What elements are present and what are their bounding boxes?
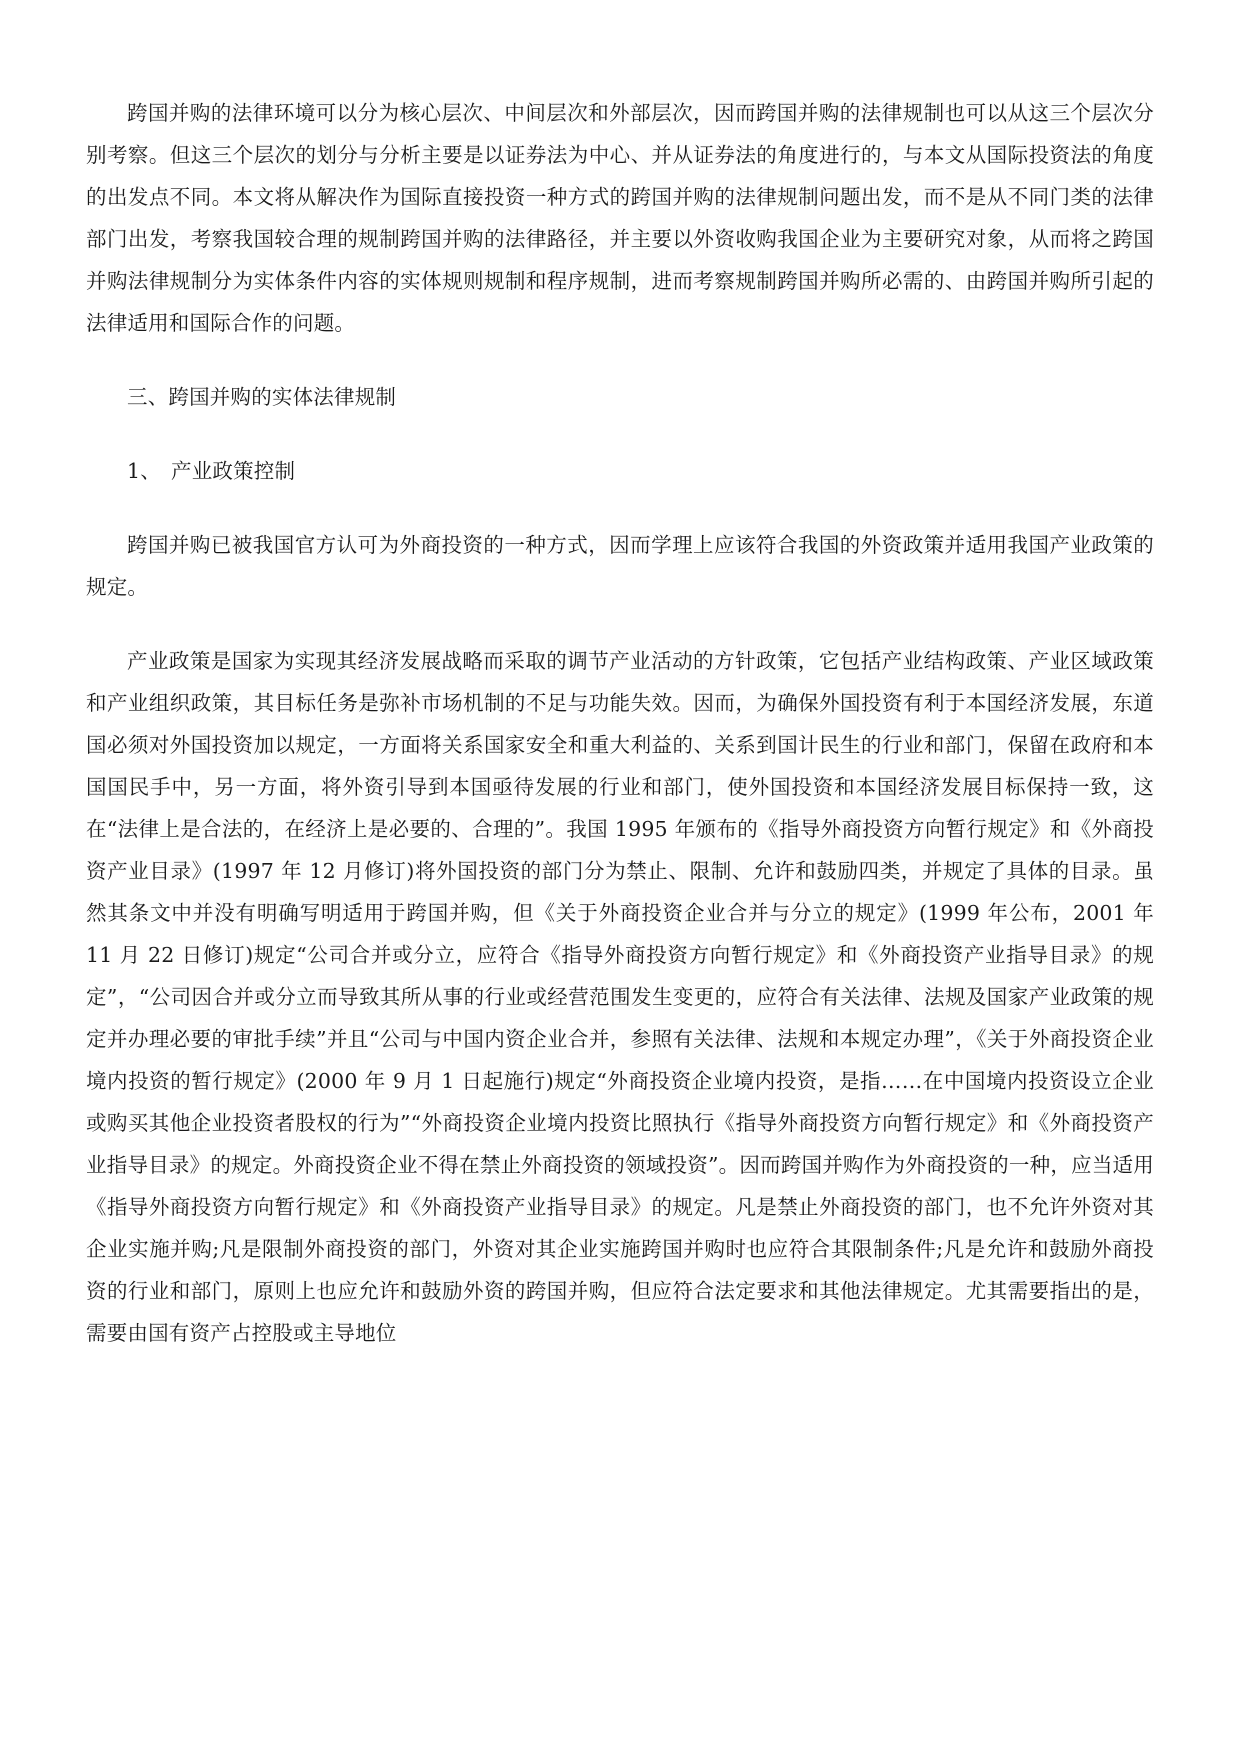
subsection-title: 产业政策控制 [171,459,296,483]
subsection-heading [86,450,1154,492]
paragraph-legal-environment: 跨国并购的法律环境可以分为核心层次、中间层次和外部层次，因而跨国并购的法律规制也可以从这三个层次分别考察。但这三个层次的划分与分析主要是以证券法为中心、并从证券法的角度进行的，与本文从国际投资法的角度的出发点不同。本文将从解决作为国际直接投资一种方式的跨国并购的法律规制问题出发，而不是从不同门类的法律部门出发，考察我国较合理的规制跨国并购的法律路径，并主要以外资收购我国企业为主要研究对象，从而将之跨国并购法律规制分为实体条件内容的实体规则规制和程序规制，进而考察规制跨国并购所必需的、由跨国并购所引起的法律适用和国际合作的问题。 [86,101,1154,335]
paragraph-official-recognition: 跨国并购已被我国官方认可为外商投资的一种方式，因而学理上应该符合我国的外资政策并适用我国产业政策的规定。 [86,533,1154,599]
document-body [86,92,1154,1354]
subsection-number: 1、 [127,459,161,483]
paragraph-industrial-policy: 产业政策是国家为实现其经济发展战略而采取的调节产业活动的方针政策，它包括产业结构政策、产业区域政策和产业组织政策，其目标任务是弥补市场机制的不足与功能失效。因而，为确保外国投资有利于本国经济发展，东道国必须对外国投资加以规定，一方面将关系国家安全和重大利益的、关系到国计民生的行业和部门，保留在政府和本国国民手中，另一方面，将外资引导到本国亟待发展的行业和部门，使外国投资和本国经济发展目标保持一致，这在“法律上是合法的，在经济上是必要的、合理的”。我国 1995 年颁布的《指导外商投资方向暂行规定》和《外商投资产业目录》(1997 年 12 月修订)将外国投资的部门分为禁止、限制、允许和鼓励四类，并规定了具体的目录。虽然其条文中并没有明确写明适用于跨国并购，但《关于外商投资企业合并与分立的规定》(1999 年公布，2001 年 11 月 22 日修订)规定“公司合并或分立，应符合《指导外商投资方向暂行规定》和《外商投资产业指导目录》的规定”，“公司因合并或分立而导致其所从事的行业或经营范围发生变更的，应符合有关法律、法规及国家产业政策的规定并办理必要的审批手续”并且“公司与中国内资企业合并，参照有关法律、法规和本规定办理”，《关于外商投资企业境内投资的暂行规定》(2000 年 9 月 1 日起施行)规定“外商投资企业境内投资，是指……在中国境内投资设立企业或购买其他企业投资者股权的行为”“外商投资企业境内投资比照执行《指导外商投资方向暂行规定》和《外商投资产业指导目录》的规定。外商投资企业不得在禁止外商投资的领域投资”。因而跨国并购作为外商投资的一种，应当适用《指导外商投资方向暂行规定》和《外商投资产业指导目录》的规定。凡是禁止外商投资的部门，也不允许外资对其企业实施并购;凡是限制外商投资的部门，外资对其企业实施跨国并购时也应符合其限制条件;凡是允许和鼓励外商投资的行业和部门，原则上也应允许和鼓励外资的跨国并购，但应符合法定要求和其他法律规定。尤其需要指出的是，需要由国有资产占控股或主导地位 [86,649,1154,1345]
section-heading: 三、跨国并购的实体法律规制 [127,385,397,409]
